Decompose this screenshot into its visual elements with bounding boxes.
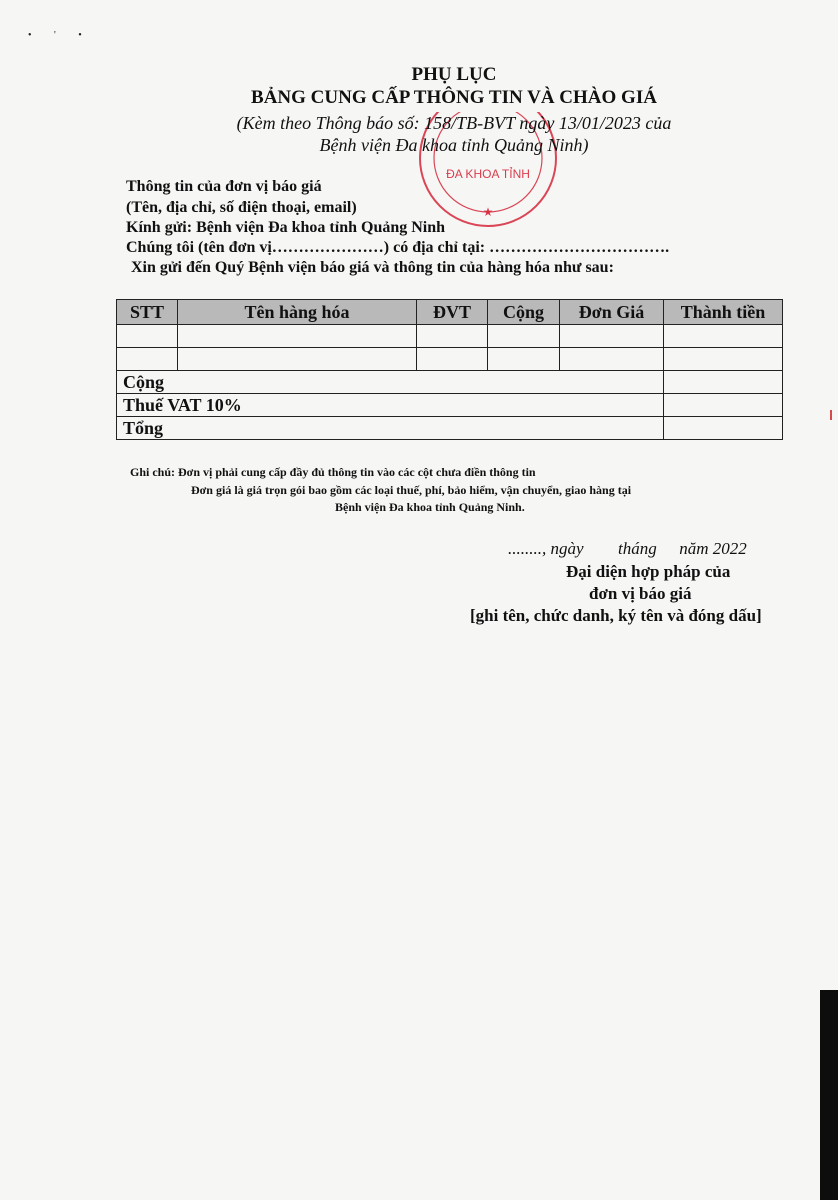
note-line-3: Bệnh viện Đa khoa tỉnh Quảng Ninh.	[335, 500, 525, 514]
table-cell[interactable]	[117, 348, 178, 371]
table-row	[117, 325, 783, 348]
signature-instruction: [ghi tên, chức danh, ký tên và đóng dấu]	[470, 606, 762, 625]
signature-date-month: tháng	[618, 539, 657, 558]
table-row	[117, 348, 783, 371]
summary-value-total[interactable]	[664, 417, 783, 440]
table-cell[interactable]	[664, 325, 783, 348]
column-header-item-name: Tên hàng hóa	[178, 300, 417, 325]
table-cell[interactable]	[488, 348, 560, 371]
column-header-quantity: Cộng	[488, 300, 560, 325]
info-recipient: Kính gửi: Bệnh viện Đa khoa tỉnh Quảng Ninh	[126, 219, 446, 236]
table-cell[interactable]	[417, 325, 488, 348]
svg-text:★: ★	[482, 205, 494, 219]
note-line-2: Đơn giá là giá trọn gói bao gồm các loại thuế, phí, bảo hiểm, vận chuyển, giao hàng tại	[191, 483, 632, 497]
quotation-table	[116, 299, 783, 440]
table-cell[interactable]	[488, 325, 560, 348]
document-subtitle: BẢNG CUNG CẤP THÔNG TIN VÀ CHÀO GIÁ	[251, 87, 657, 108]
stamp-text: ĐA KHOA TỈNH	[446, 167, 530, 181]
column-header-stt: STT	[117, 300, 178, 325]
info-vendor-address: Chúng tôi (tên đơn vị…………………) có địa chỉ tại: …………………………….	[126, 239, 670, 256]
info-intro: Xin gửi đến Quý Bệnh viện báo giá và thông tin của hàng hóa như sau:	[131, 259, 614, 276]
table-cell[interactable]	[178, 348, 417, 371]
column-header-unit: ĐVT	[417, 300, 488, 325]
table-cell[interactable]	[117, 325, 178, 348]
summary-label-subtotal: Cộng	[117, 371, 664, 394]
signature-date	[508, 539, 747, 559]
signature-date-prefix: ........, ngày	[508, 539, 584, 558]
scan-edge-bar	[820, 990, 838, 1200]
signature-title-line-1: Đại diện hợp pháp của	[566, 562, 731, 581]
summary-value-subtotal[interactable]	[664, 371, 783, 394]
reference-line-1: (Kèm theo Thông báo số: 158/TB-BVT ngày 13/01/2023 của	[236, 113, 672, 133]
info-vendor-heading: Thông tin của đơn vị báo giá	[126, 178, 322, 195]
signature-date-year: năm 2022	[679, 539, 747, 558]
summary-label-vat: Thuế VAT 10%	[117, 394, 664, 417]
document-title: PHỤ LỤC	[411, 64, 497, 85]
info-vendor-details: (Tên, địa chỉ, số điện thoại, email)	[126, 199, 357, 216]
table-cell[interactable]	[560, 348, 664, 371]
scan-edge-mark	[830, 410, 832, 420]
summary-value-vat[interactable]	[664, 394, 783, 417]
summary-row-total	[117, 417, 783, 440]
table-header-row	[117, 300, 783, 325]
summary-label-total: Tổng	[117, 417, 664, 440]
column-header-unit-price: Đơn Giá	[560, 300, 664, 325]
summary-row-subtotal	[117, 371, 783, 394]
table-cell[interactable]	[664, 348, 783, 371]
table-cell[interactable]	[178, 325, 417, 348]
note-line-1: Ghi chú: Đơn vị phải cung cấp đầy đủ thông tin vào các cột chưa điền thông tin	[130, 465, 536, 479]
summary-row-vat	[117, 394, 783, 417]
signature-title-line-2: đơn vị báo giá	[589, 584, 692, 603]
scan-specks: • ' •	[28, 30, 92, 41]
table-cell[interactable]	[560, 325, 664, 348]
reference-line-2: Bệnh viện Đa khoa tỉnh Quảng Ninh)	[319, 135, 589, 155]
table-cell[interactable]	[417, 348, 488, 371]
column-header-total: Thành tiền	[664, 300, 783, 325]
